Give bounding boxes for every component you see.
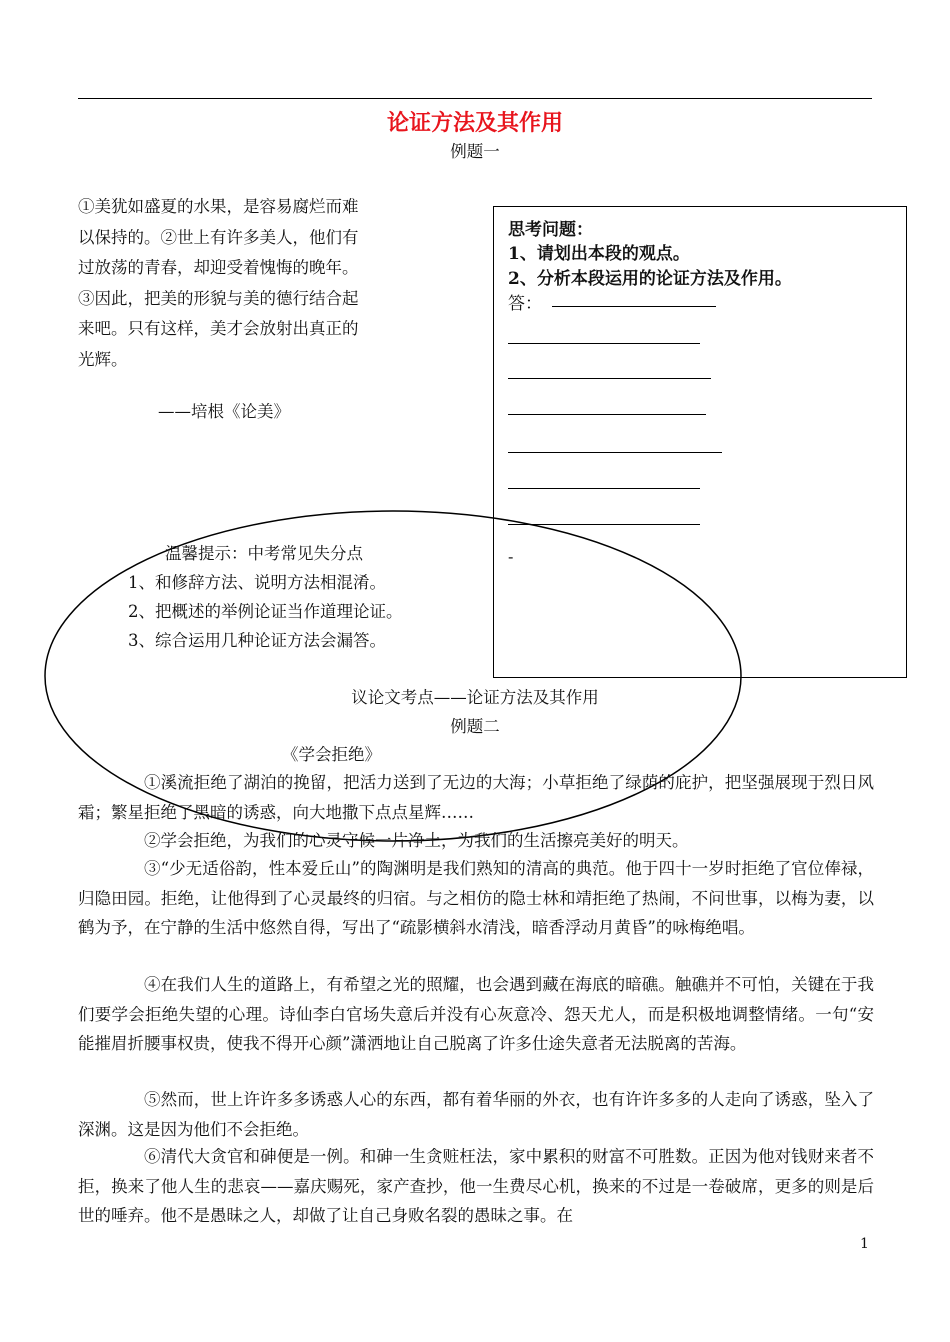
question-2: 2、分析本段运用的论证方法及作用。 <box>508 269 792 289</box>
tip-item: 1、和修辞方法、说明方法相混淆。 <box>128 573 386 592</box>
article-paragraph-6: ⑥清代大贪官和砷便是一例。和砷一生贪赃枉法，家中累积的财富不可胜数。正因为他对钱财来者不拒，换来了他人生的悲哀——嘉庆赐死，家产查抄，他一生费尽心机，换来的不过是一卷破席，更多的则是后世的唾弃。他不是愚昧之人，却做了让自己身败名裂的愚昧之事。在 <box>78 1147 874 1225</box>
example2-heading: 例题二 <box>450 717 500 736</box>
answer-line[interactable] <box>508 378 711 379</box>
tip-item: 3、综合运用几种论证方法会漏答。 <box>128 631 386 650</box>
answer-line[interactable] <box>508 414 706 415</box>
answer-line[interactable] <box>508 343 700 344</box>
page-title: 论证方法及其作用 <box>386 110 563 136</box>
question-1: 1、请划出本段的观点。 <box>508 244 690 264</box>
tip-item: 2、把概述的举例论证当作道理论证。 <box>128 602 403 621</box>
header-rule <box>78 98 872 99</box>
tips-heading: 温馨提示：中考常见失分点 <box>165 544 363 563</box>
page-number: 1 <box>860 1236 869 1252</box>
article-paragraph-4: ④在我们人生的道路上，有希望之光的照耀，也会遇到藏在海底的暗礁。触礁并不可怕，关键在于我们要学会拒绝失望的心理。诗仙李白官场失意后并没有心灰意冷、怨天尤人，而是积极地调整情绪。一句“安能摧眉折腰事权贵，使我不得开心颜”潇洒地让自己脱离了许多仕途失意者无法脱离的苦海。 <box>78 975 874 1053</box>
example1-source: ——培根《论美》 <box>158 402 290 421</box>
question-box <box>493 206 907 678</box>
question-heading: 思考问题： <box>508 220 593 240</box>
article-title: 《学会拒绝》 <box>282 745 381 764</box>
answer-line[interactable] <box>508 488 700 489</box>
article-paragraph-1: ①溪流拒绝了湖泊的挽留，把活力送到了无边的大海；小草拒绝了绿荫的庇护，把坚强展现于烈日风霜；繁星拒绝了黑暗的诱惑，向大地撒下点点星辉…… <box>78 773 874 822</box>
article-paragraph-5: ⑤然而，世上许许多多诱惑人心的东西，都有着华丽的外衣，也有许许多多的人走向了诱惑，坠入了深渊。这是因为他们不会拒绝。 <box>78 1090 874 1139</box>
answer-line[interactable] <box>508 524 700 525</box>
answer-label: 答： <box>508 294 542 314</box>
answer-line[interactable] <box>552 306 716 307</box>
answer-dash: - <box>508 547 514 566</box>
example1-passage: ①美犹如盛夏的水果，是容易腐烂而难以保持的。②世上有许多美人，他们有过放荡的青春，却迎受着愧悔的晚年。③因此，把美的形貌与美的德行结合起来吧。只有这样，美才会放射出真正的光辉。 <box>78 197 359 369</box>
answer-line[interactable] <box>508 452 722 453</box>
article-paragraph-2: ②学会拒绝，为我们的心灵守候一片净土，为我们的生活擦亮美好的明天。 <box>144 831 689 850</box>
article-paragraph-3: ③“少无适俗韵，性本爱丘山”的陶渊明是我们熟知的清高的典范。他于四十一岁时拒绝了官位俸禄，归隐田园。拒绝，让他得到了心灵最终的归宿。与之相仿的隐士林和靖拒绝了热闹，不问世事，以梅为妻，以鹤为予，在宁静的生活中悠然自得，写出了“疏影横斜水清浅，暗香浮动月黄昏”的咏梅绝唱。 <box>78 859 874 937</box>
section2-heading: 议论文考点——论证方法及其作用 <box>351 688 599 707</box>
example1-heading: 例题一 <box>450 142 500 161</box>
